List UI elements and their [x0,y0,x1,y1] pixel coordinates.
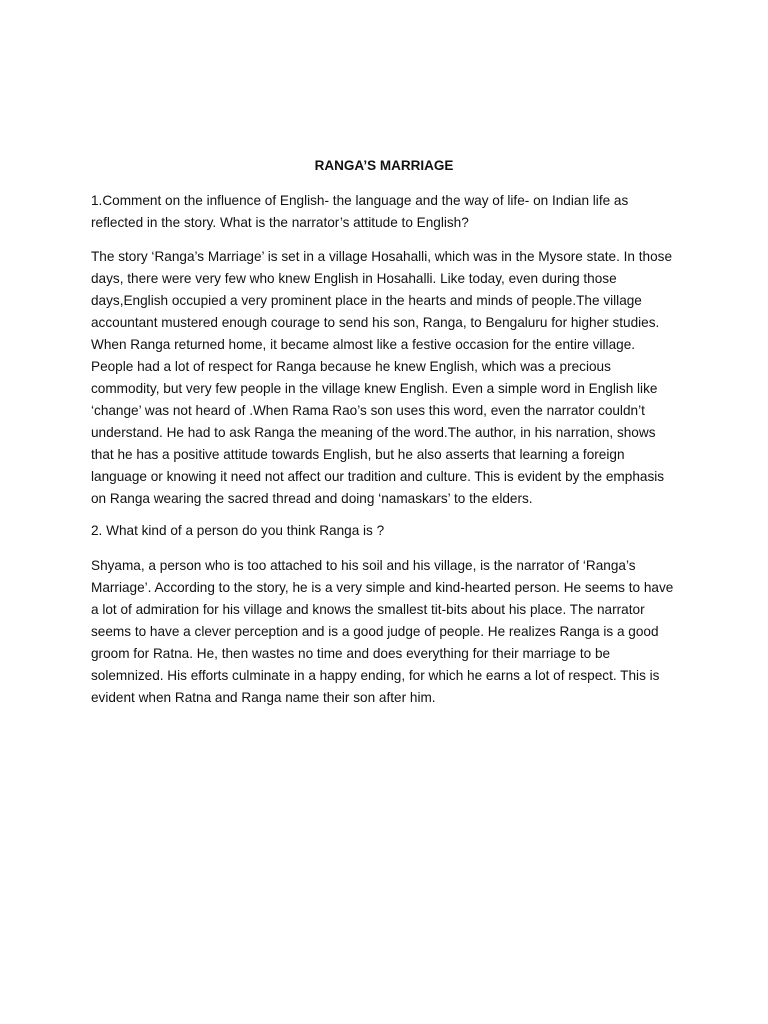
question-1: 1.Comment on the influence of English- the language and the way of life- on Indian life as reflected in the story. What is the narrator’s attitude to English? [91,193,629,230]
question-2: 2. What kind of a person do you think Ranga is ? [91,523,385,538]
answer-1: The story ‘Ranga’s Marriage’ is set in a village Hosahalli, which was in the Mysore state. In those days, there were very few who knew English in Hosahalli. Like today, even during those days,English occupied a very prominent place in the hearts and minds of people.The village accountant mustered enough courage to send his son, Ranga, to Bengaluru for higher studies. When Ranga returned home, it became almost like a festive occasion for the entire village. People had a lot of respect for Ranga because he knew English, which was a precious commodity, but very few people in the village knew English. Even a simple word in English like ‘change’ was not heard of .When Rama Rao’s son uses this word, even the narrator couldn’t understand. He had to ask Ranga the meaning of the word.The author, in his narration, shows that he has a positive attitude towards English, but he also asserts that learning a foreign language or knowing it need not affect our tradition and culture. This is evident by the emphasis on Ranga wearing the sacred thread and doing ‘namaskars’ to the elders. [91,249,673,506]
answer-2: Shyama, a person who is too attached to his soil and his village, is the narrator of ‘Ranga’s Marriage’. According to the story, he is a very simple and kind-hearted person. He seems to have a lot of admiration for his village and knows the smallest tit-bits about his place. The narrator seems to have a clever perception and is a good judge of people. He realizes Ranga is a good groom for Ratna. He, then wastes no time and does everything for their marriage to be solemnized. His efforts culminate in a happy ending, for which he earns a lot of respect. This is evident when Ratna and Ranga name their son after him. [91,558,674,705]
document-title: RANGA’S MARRIAGE [314,158,454,173]
